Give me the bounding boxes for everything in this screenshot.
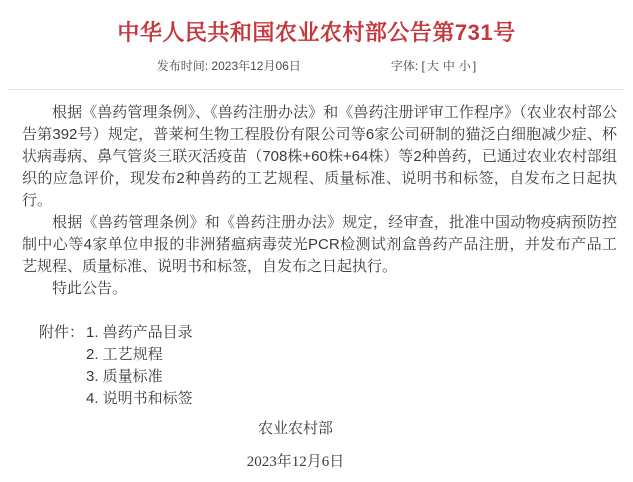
attachment-item: 3. 质量标准 xyxy=(86,368,163,385)
issuer: 农业农村部 xyxy=(257,420,333,437)
announcement-page xyxy=(0,20,633,482)
font-size-medium-button[interactable]: 中 xyxy=(442,59,455,73)
publish-time-value: 2023年12月06日 xyxy=(211,59,301,73)
font-size-label: 字体: xyxy=(390,59,419,73)
paragraph-1: 根据《兽药管理条例》、《兽药注册办法》和《兽药注册评审工作程序》（农业农村部公告第392号）规定，普莱柯生物工程股份有限公司等6家公司研制的猫泛白细胞减少症、杯状病毒病、鼻气管炎三联灭活疫苗（708株+60株+64株）等2种兽药，已通过农业农村部组织的应急评价，现发布2种兽药的工艺规程、质量标准、说明书和标签，自发布之日起执行。 xyxy=(22,104,617,209)
publish-time xyxy=(157,59,301,74)
font-bracket-open: [ xyxy=(421,59,425,73)
font-size-control xyxy=(391,59,476,74)
issue-date: 2023年12月6日 xyxy=(246,454,345,470)
attachment-row xyxy=(39,322,617,344)
announcement-body xyxy=(22,102,617,473)
signature-block xyxy=(22,418,617,473)
publish-time-label: 发布时间: xyxy=(156,59,209,73)
font-size-small-button[interactable]: 小 xyxy=(458,59,471,73)
attachment-row xyxy=(39,344,617,366)
attachment-item: 4. 说明书和标签 xyxy=(86,390,193,407)
page-title: 中华人民共和国农业农村部公告第731号 xyxy=(117,20,516,45)
attachment-item: 2. 工艺规程 xyxy=(86,346,163,363)
meta-bar xyxy=(0,59,633,74)
attachment-item: 1. 兽药产品目录 xyxy=(86,324,193,341)
paragraph-3: 特此公告。 xyxy=(52,280,128,297)
attachments-block xyxy=(39,322,617,410)
attachment-row xyxy=(39,388,617,410)
font-bracket-close: ] xyxy=(472,59,477,73)
font-size-large-button[interactable]: 大 xyxy=(426,59,439,73)
divider xyxy=(8,89,625,90)
paragraph-2: 根据《兽药管理条例》和《兽药注册办法》规定，经审查，批准中国动物疫病预防控制中心等4家单位申报的非洲猪瘟病毒荧光PCR检测试剂盒兽药产品注册，并发布产品工艺规程、质量标准、说明书和标签，自发布之日起执行。 xyxy=(22,214,617,275)
attachment-row xyxy=(39,366,617,388)
attachments-label: 附件： xyxy=(39,324,85,341)
